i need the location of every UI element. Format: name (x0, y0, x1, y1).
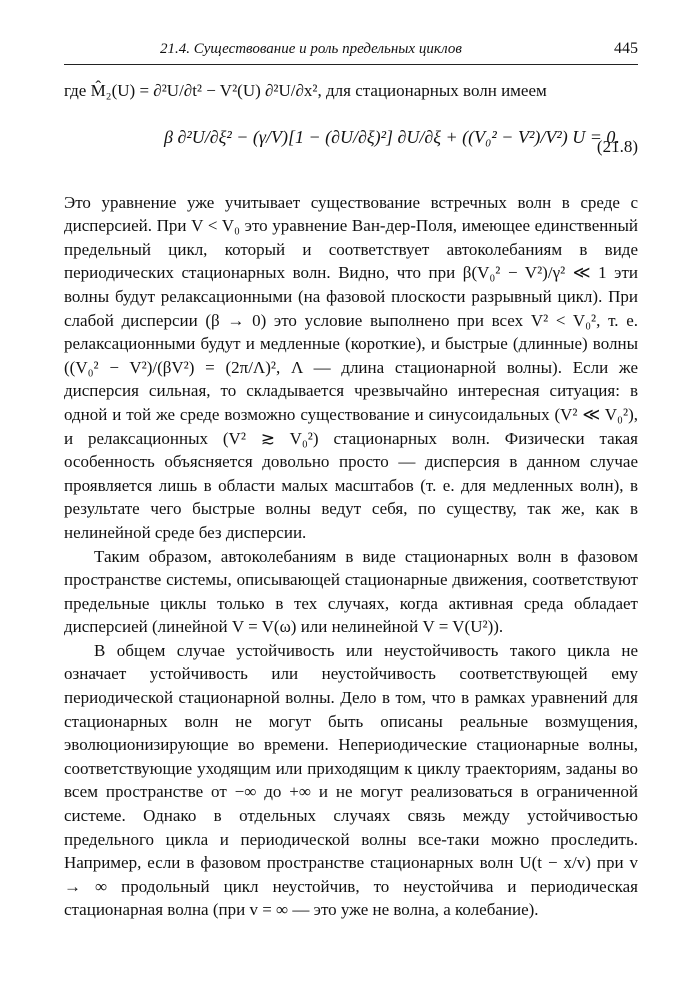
equation-number: (21.8) (596, 136, 638, 156)
paragraph-3: В общем случае устойчивость или неустойчивость такого цикла не означает устойчивость или неустойчивость соответствующей ему периодической стационарной волны. Дело в том, что в рамках уравнений для стационарных волн не могут быть описаны реальные возмущения, эволюционизирующие во времени. Непериодические стационарные волны, соответствующие уходящим или приходящим к циклу траекториям, заданы во всем пространстве от −∞ до +∞ и не могут реализоваться в ограниченной системе. Однако в отдельных случаях связь между устойчивостью предельного цикла и периодической волны все-таки можно проследить. Например, если в фазовом пространстве стационарных волн U(t − x/v) при v → ∞ продольный цикл неустойчив, то неустойчива и периодическая стационарная волна (при v = ∞ — это уже не волна, а колебание). (64, 640, 638, 920)
page-number: 445 (614, 40, 638, 57)
equation: β ∂²U/∂ξ² − (γ/V)[1 − (∂U/∂ξ)²] ∂U/∂ξ + ((V₀² − V²)/V²) U = 0. (164, 126, 620, 147)
intro-line: где M̂₂(U) = ∂²U/∂t² − V²(U) ∂²U/∂x², для стационарных волн имеем (64, 81, 547, 100)
page (64, 40, 638, 922)
section-title: 21.4. Существование и роль предельных циклов (160, 41, 462, 57)
equation-block (64, 109, 638, 187)
paragraph-2: Таким образом, автоколебаниям в виде стационарных волн в фазовом пространстве системы, описывающей стационарные движения, соответствуют предельные циклы только в тех случаях, когда активная среда обладает дисперсией (линейной V = V(ω) или нелинейной V = V(U²)). (64, 546, 638, 637)
paragraph-1: Это уравнение уже учитывает существование встречных волн в среде с дисперсией. При V < V₀ это уравнение Ван-дер-Поля, имеющее единственный предельный цикл, который и соответствует автоколебаниям в виде периодических стационарных волн. Видно, что при β(V₀² − V²)/γ² ≪ 1 эти волны будут релаксационными (на фазовой плоскости разрывный цикл). При слабой дисперсии (β → 0) это условие выполнено при всех V² < V₀², т. е. релаксационными будут и медленные (короткие), и быстрые (длинные) волны ((V₀² − V²)/(βV²) = (2π/Λ)², Λ — длина стационарной волны). Если же дисперсия сильная, то складывается чрезвычайно интересная ситуация: в одной и той же среде возможно существование и синусоидальных (V² ≪ V₀²), и релаксационных (V² ≳ V₀²) стационарных волн. Физически такая особенность объясняется довольно просто — дисперсия в данном случае проявляется лишь в области малых масштабов (т. е. для медленных волн), в результате чего быстрые волны ведут себя, по существу, так же, как в нелинейной среде без дисперсии. (64, 192, 638, 542)
running-header (64, 40, 638, 65)
